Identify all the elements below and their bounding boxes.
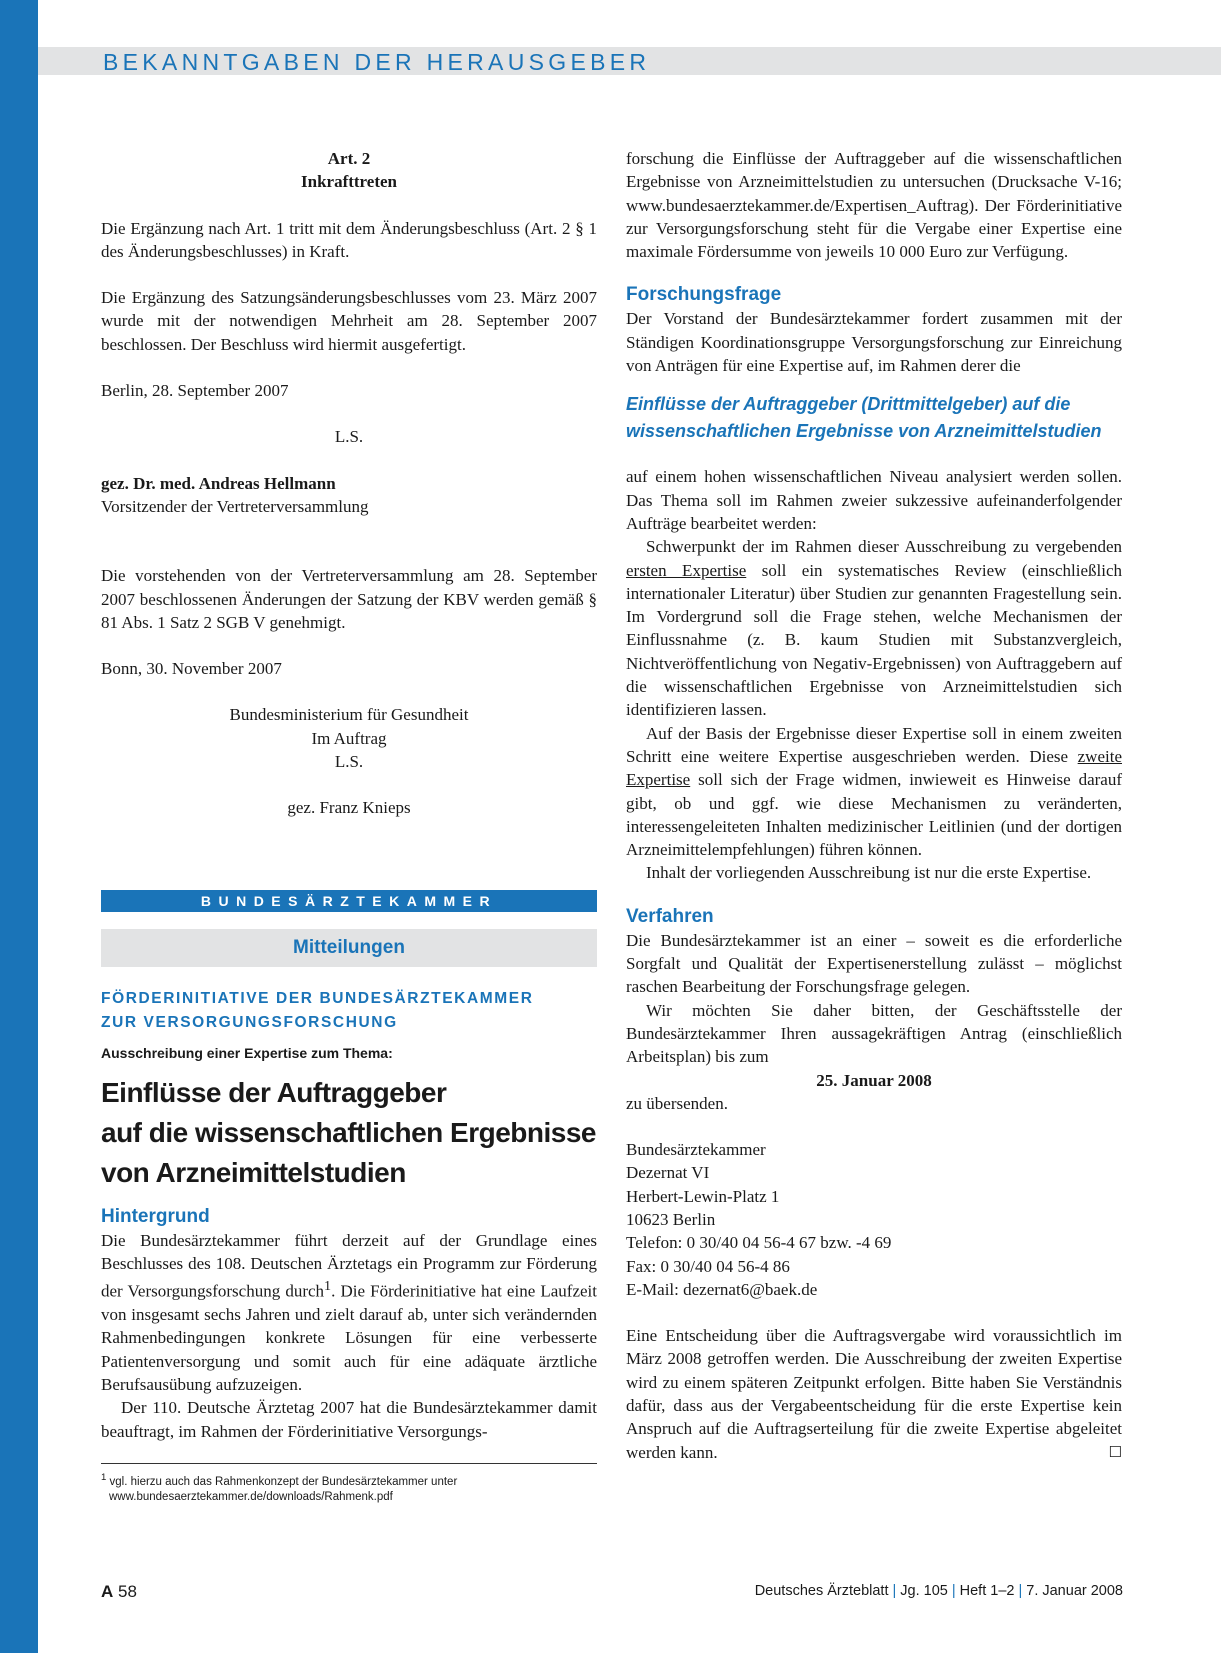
paragraph: Schwerpunkt der im Rahmen dieser Ausschreibung zu vergebenden ersten Expertise soll ein systematisches Review (einschließlich internationaler Literatur) über Studien zur genannten Fragestellung sein. Im Vordergrund soll die Frage stehen, welche Mechanismen der Einflussnahme (z. B. kaum Studien mit Substanzvergleich, Nichtveröffentlichung von Negativ-Ergebnissen) von Auftraggebern auf die wissenschaftlichen Ergebnisse von Arzneimittelstudien sich identifizieren lassen. — [626, 537, 1122, 720]
signer-role: Vorsitzender der Vertreterversammlung — [101, 496, 369, 516]
phone-line: Telefon: 0 30/40 04 56-4 67 bzw. -4 69 — [626, 1233, 892, 1253]
paragraph: Die vorstehenden von der Vertreterversammlung am 28. September 2007 beschlossenen Änderungen der Satzung der KBV werden gemäß § 81 Abs. 1 Satz 2 SGB V genehmigt. — [101, 566, 597, 632]
paragraph: Eine Entscheidung über die Auftragsvergabe wird voraussichtlich im März 2008 getroffen werden. Die Ausschreibung der zweiten Expertise wird zu einem späteren Zeitpunkt erfolgen. Bitte haben Sie Verständnis dafür, dass aus der Vergabeentscheidung für die erste Expertise kein Anspruch auf die Auftragserteilung für die zweite Expertise abgeleitet werden kann. ☐ — [626, 1324, 1122, 1464]
signer-name: gez. Dr. med. Andreas Hellmann — [101, 473, 336, 493]
header-title: BEKANNTGABEN DER HERAUSGEBER — [103, 49, 651, 75]
paragraph: Der 110. Deutsche Ärztetag 2007 hat die Bundesärztekammer damit beauftragt, im Rahmen der Förderinitiative Versorgungs- — [101, 1398, 597, 1441]
issue-date: 7. Januar 2008 — [1026, 1583, 1123, 1599]
seal-mark: L.S. — [334, 427, 364, 447]
address-line: Herbert-Lewin-Platz 1 — [626, 1186, 780, 1206]
main-title-line: auf die wissenschaftlichen Ergebnisse — [101, 1116, 597, 1148]
email-line[interactable]: E-Mail: dezernat6@baek.de — [626, 1279, 818, 1299]
address-block — [626, 1138, 1122, 1301]
paragraph: Die Ergänzung nach Art. 1 tritt mit dem Änderungsbeschluss (Art. 2 § 1 des Änderungsbeschlusses) in Kraft. — [101, 218, 597, 261]
footnote-url[interactable]: www.bundesaerztekammer.de/downloads/Rahmenk.pdf — [109, 1490, 393, 1503]
im-auftrag: Im Auftrag — [311, 728, 387, 748]
right-column — [626, 147, 1122, 1464]
address-line: 10623 Berlin — [626, 1209, 716, 1229]
end-of-article-icon: ☐ — [1108, 1442, 1122, 1461]
verfahren-heading: Verfahren — [626, 905, 714, 927]
paragraph: Die Bundesärztekammer ist an einer – soweit es die erforderliche Sorgfalt und Qualität der Expertisenerstellung zulässt – möglichst raschen Bearbeitung der Forschungsfrage gelegen. — [626, 930, 1122, 997]
main-title-line: Einflüsse der Auftraggeber — [101, 1076, 447, 1108]
place-date: Bonn, 30. November 2007 — [101, 659, 282, 679]
paragraph: zu übersenden. — [626, 1093, 728, 1113]
mitteilungen-bar: Mitteilungen — [101, 929, 597, 967]
main-title — [101, 1073, 597, 1193]
footnote: $^1$ vgl. hierzu auch das Rahmenkonzept der Bundesärztekammer unter www.bundesaerztekammer.de/downloads/Rahmenk.pdf — [101, 1463, 597, 1505]
footnote-ref[interactable]: 1 — [324, 1278, 332, 1295]
focus-statement — [626, 391, 1122, 445]
place-date: Berlin, 28. September 2007 — [101, 381, 289, 401]
footer-journal-info: Deutsches Ärzteblatt | Jg. 105 | Heft 1–2 | 7. Januar 2008 — [754, 1583, 1123, 1599]
paragraph: Die Bundesärztekammer führt derzeit auf der Grundlage eines Beschlusses des 108. Deutschen Ärztetags ein Programm zur Förderung der Versorgungsforschung durch$^1$. Die Förderinitiative hat eine Laufzeit von insgesamt sechs Jahren und zielt darauf ab, unter sich verändernden Rahmenbedingungen konkrete Lösungen für eine verbesserte Patientenversorgung und somit auch für eine adäquate ärztliche Berufsausübung aufzuzeigen. — [101, 1230, 597, 1395]
article-number: Art. 2 — [327, 149, 371, 168]
address-line: Dezernat VI — [626, 1163, 710, 1183]
fax-line: Fax: 0 30/40 04 56-4 86 — [626, 1256, 790, 1276]
left-accent-bar — [0, 0, 38, 1653]
paragraph: Der Vorstand der Bundesärztekammer fordert zusammen mit der Ständigen Koordinationsgruppe Versorgungsforschung zur Einreichung von Anträgen für eine Expertise auf, im Rahmen derer die — [626, 309, 1122, 376]
deadline-date: 25. Januar 2008 — [816, 1070, 932, 1090]
forschungsfrage-heading: Forschungsfrage — [626, 284, 782, 306]
volume: Jg. 105 — [900, 1583, 948, 1599]
page-number: A 58 — [101, 1582, 137, 1601]
paragraph: Inhalt der vorliegenden Ausschreibung ist nur die erste Expertise. — [646, 863, 1092, 883]
focus-line: Einflüsse der Auftraggeber (Drittmittelgeber) auf die — [626, 394, 1071, 415]
ausschreibung-label: Ausschreibung einer Expertise zum Thema: — [101, 1044, 393, 1061]
issue: Heft 1–2 — [959, 1583, 1015, 1599]
paragraph: Wir möchten Sie daher bitten, der Geschäftsstelle der Bundesärztekammer Ihren aussagekräftigen Antrag (einschließlich Arbeitsplan) bis zum — [626, 1000, 1122, 1067]
paragraph: forschung die Einflüsse der Auftraggeber auf die wissenschaftlichen Ergebnisse von Arzneimittelstudien zu untersuchen (Drucksache V-16; www.bundesaerztekammer.de/Expertisen_Auftrag). Der Förderinitiative zur Versorgungsforschung steht für die Vergabe einer Expertise eine maximale Fördersumme von jeweils 10 000 Euro zur Verfügung. — [626, 149, 1122, 262]
address-line: Bundesärztekammer — [626, 1140, 766, 1160]
paragraph: Die Ergänzung des Satzungsänderungsbeschlusses vom 23. März 2007 wurde mit der notwendigen Mehrheit am 28. September 2007 beschlossen. Der Beschluss wird hiermit ausgefertigt. — [101, 288, 597, 354]
paragraph: Auf der Basis der Ergebnisse dieser Expertise soll in einem zweiten Schritt eine weitere Expertise ausgeschrieben werden. Diese zweite Expertise soll sich der Frage widmen, inwieweit es Hinweise darauf gibt, ob und ggf. wie diese Mechanismen zu veränderten, interessengeleiteten Inhalten medizinischer Leitlinien (und der dortigen Arzneimittelempfehlungen) führen können. — [626, 723, 1122, 860]
article-title: Inkrafttreten — [301, 172, 397, 192]
signer-name: gez. Franz Knieps — [287, 798, 411, 818]
focus-line: wissenschaftlichen Ergebnisse von Arzneimittelstudien — [626, 421, 1102, 442]
initiative-heading-line2: ZUR VERSORGUNGSFORSCHUNG — [101, 1013, 398, 1031]
ministry-name: Bundesministerium für Gesundheit — [229, 705, 469, 725]
left-column — [101, 147, 597, 1505]
hintergrund-heading: Hintergrund — [101, 1205, 210, 1227]
seal-mark: L.S. — [334, 752, 364, 772]
initiative-heading-line1: FÖRDERINITIATIVE DER BUNDESÄRZTEKAMMER — [101, 989, 534, 1007]
section-bar: BUNDESÄRZTEKAMMER — [101, 890, 597, 912]
paragraph: auf einem hohen wissenschaftlichen Niveau analysiert werden sollen. Das Thema soll im Rahmen zweier sukzessive aufeinanderfolgender Aufträge bearbeitet werden: — [626, 467, 1122, 533]
main-title-line: von Arzneimittelstudien — [101, 1156, 406, 1188]
journal-name: Deutsches Ärzteblatt — [754, 1583, 889, 1599]
